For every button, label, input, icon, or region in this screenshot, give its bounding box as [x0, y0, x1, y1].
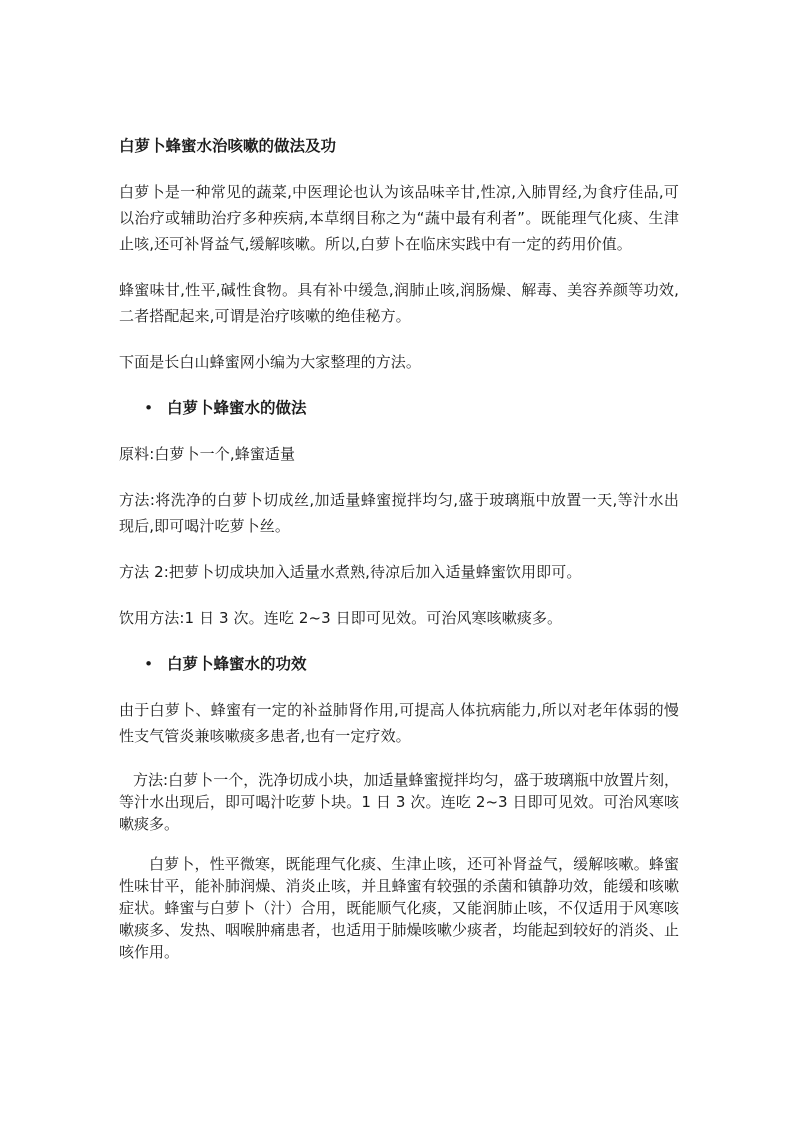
honey-paragraph: 蜂蜜味甘,性平,碱性食物。具有补中缓急,润肺止咳,润肠燥、解毒、美容养颜等功效,二者搭配起来,可谓是治疗咳嗽的绝佳秘方。 [119, 281, 679, 325]
bullet-icon: • [144, 655, 154, 673]
document-title: 白萝卜蜂蜜水治咳嗽的做法及功 [119, 137, 337, 155]
usage-paragraph: 饮用方法:1 日 3 次。连吃 2~3 日即可见效。可治风寒咳嗽痰多。 [119, 609, 563, 627]
effect-paragraph: 由于白萝卜、蜂蜜有一定的补益肺肾作用,可提高人体抗病能力,所以对老年体弱的慢性支气管炎兼咳嗽痰多患者,也有一定疗效。 [119, 701, 679, 745]
method-paragraph-3: 方法:白萝卜一个，洗净切成小块，加适量蜂蜜搅拌均匀，盛于玻璃瓶中放置片刻，等汁水出现后，即可喝汁吃萝卜块。1 日 3 次。连吃 2~3 日即可见效。可治风寒咳嗽痰多。 [119, 771, 679, 833]
method-paragraph-1: 方法:将洗净的白萝卜切成丝,加适量蜂蜜搅拌均匀,盛于玻璃瓶中放置一天,等汁水出现后,即可喝汁吃萝卜丝。 [119, 491, 679, 535]
section-heading-text: 白萝卜蜂蜜水的功效 [167, 655, 307, 673]
bullet-icon: • [144, 399, 154, 417]
section-heading-recipe [119, 395, 679, 421]
document-body [119, 133, 679, 981]
intro-note-paragraph: 下面是长白山蜂蜜网小编为大家整理的方法。 [119, 353, 422, 371]
ingredients-paragraph: 原料:白萝卜一个,蜂蜜适量 [119, 445, 296, 463]
section-heading-text: 白萝卜蜂蜜水的做法 [167, 399, 307, 417]
section-heading-effect [119, 651, 679, 677]
method-paragraph-2: 方法 2:把萝卜切成块加入适量水煮熟,待凉后加入适量蜂蜜饮用即可。 [119, 563, 582, 581]
summary-paragraph: 白萝卜，性平微寒，既能理气化痰、生津止咳，还可补肾益气，缓解咳嗽。蜂蜜性味甘平，能补肺润燥、消炎止咳，并且蜂蜜有较强的杀菌和镇静功效，能缓和咳嗽症状。蜂蜜与白萝卜（汁）合用，既能顺气化痰，又能润肺止咳，不仅适用于风寒咳嗽痰多、发热、咽喉肿痛患者，也适用于肺燥咳嗽少痰者，均能起到较好的消炎、止咳作用。 [119, 855, 679, 961]
intro-paragraph: 白萝卜是一种常见的蔬菜,中医理论也认为该品味辛甘,性凉,入肺胃经,为食疗佳品,可以治疗或辅助治疗多种疾病,本草纲目称之为“蔬中最有利者”。既能理气化痰、生津止咳,还可补肾益气,缓解咳嗽。所以,白萝卜在临床实践中有一定的药用价值。 [119, 183, 679, 253]
